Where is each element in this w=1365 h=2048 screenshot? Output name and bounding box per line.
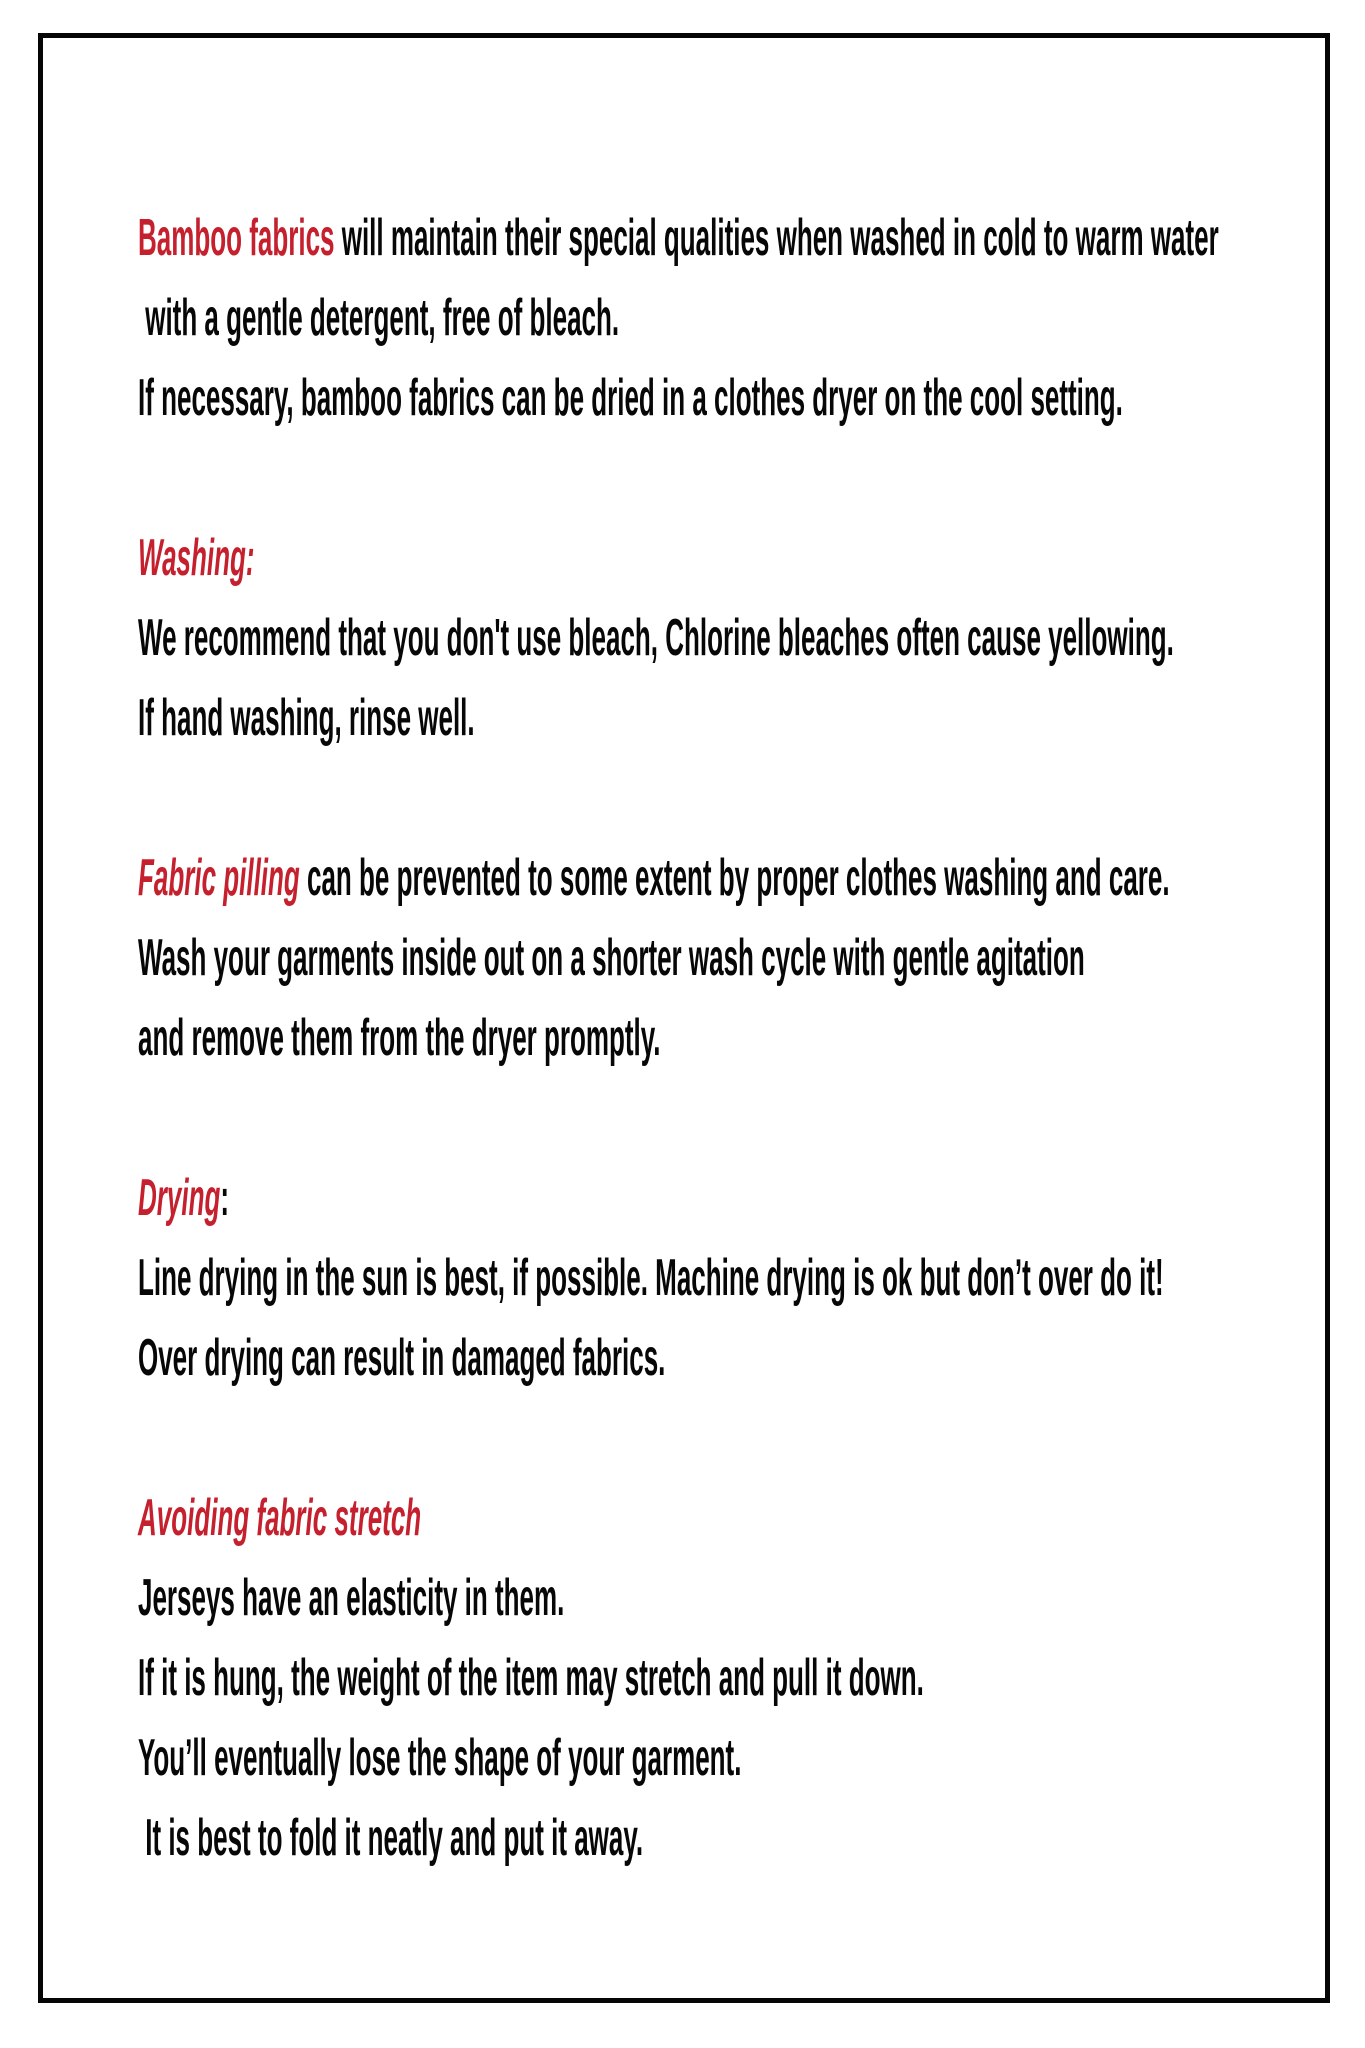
body-text: with a gentle detergent, free of bleach. xyxy=(138,289,620,347)
highlighted-text: Bamboo fabrics xyxy=(138,209,335,267)
text-line xyxy=(138,1478,421,1558)
highlighted-text: Drying xyxy=(138,1169,221,1227)
section-fabric-pilling xyxy=(138,838,1338,1078)
body-text: will maintain their special qualities when washed in cold to warm water xyxy=(334,209,1219,267)
body-text: Line drying in the sun is best, if possible. Machine drying is ok but don’t over do it! xyxy=(138,1249,1164,1307)
text-line xyxy=(138,838,1170,918)
text-line xyxy=(138,678,475,758)
body-text: can be prevented to some extent by proper clothes washing and care. xyxy=(299,849,1170,907)
body-text: You’ll eventually lose the shape of your garment. xyxy=(138,1729,742,1787)
section-intro xyxy=(138,198,1338,438)
text-line xyxy=(138,918,1085,998)
highlighted-text: Fabric pilling xyxy=(138,849,300,907)
body-text: Wash your garments inside out on a shorter wash cycle with gentle agitation xyxy=(138,929,1085,987)
text-line xyxy=(138,1238,1164,1318)
text-line xyxy=(138,1558,564,1638)
text-line xyxy=(138,998,661,1078)
document-text-content xyxy=(138,198,1338,1878)
body-text: We recommend that you don't use bleach, Chlorine bleaches often cause yellowing. xyxy=(138,609,1174,667)
text-line xyxy=(138,358,1123,438)
text-line xyxy=(138,1638,924,1718)
highlighted-text: Washing: xyxy=(138,529,255,587)
body-text: : xyxy=(220,1169,230,1227)
body-text: If hand washing, rinse well. xyxy=(138,689,475,747)
body-text: Over drying can result in damaged fabrics. xyxy=(138,1329,666,1387)
body-text: If it is hung, the weight of the item may stretch and pull it down. xyxy=(138,1649,924,1707)
text-line xyxy=(138,518,255,598)
section-avoiding-fabric-stretch xyxy=(138,1478,1338,1878)
text-line xyxy=(138,1158,229,1238)
body-text: Jerseys have an elasticity in them. xyxy=(138,1569,565,1627)
text-line xyxy=(138,598,1174,678)
text-line xyxy=(138,1798,643,1878)
text-line xyxy=(138,278,619,358)
body-text: If necessary, bamboo fabrics can be dried in a clothes dryer on the cool setting. xyxy=(138,369,1123,427)
text-line xyxy=(138,1718,741,1798)
body-text: It is best to fold it neatly and put it away. xyxy=(138,1809,644,1867)
text-line xyxy=(138,198,1219,278)
body-text: and remove them from the dryer promptly. xyxy=(138,1009,661,1067)
section-washing xyxy=(138,518,1338,758)
document-border-frame xyxy=(38,33,1330,2003)
highlighted-text: Avoiding fabric stretch xyxy=(138,1489,422,1547)
section-drying xyxy=(138,1158,1338,1398)
text-line xyxy=(138,1318,665,1398)
